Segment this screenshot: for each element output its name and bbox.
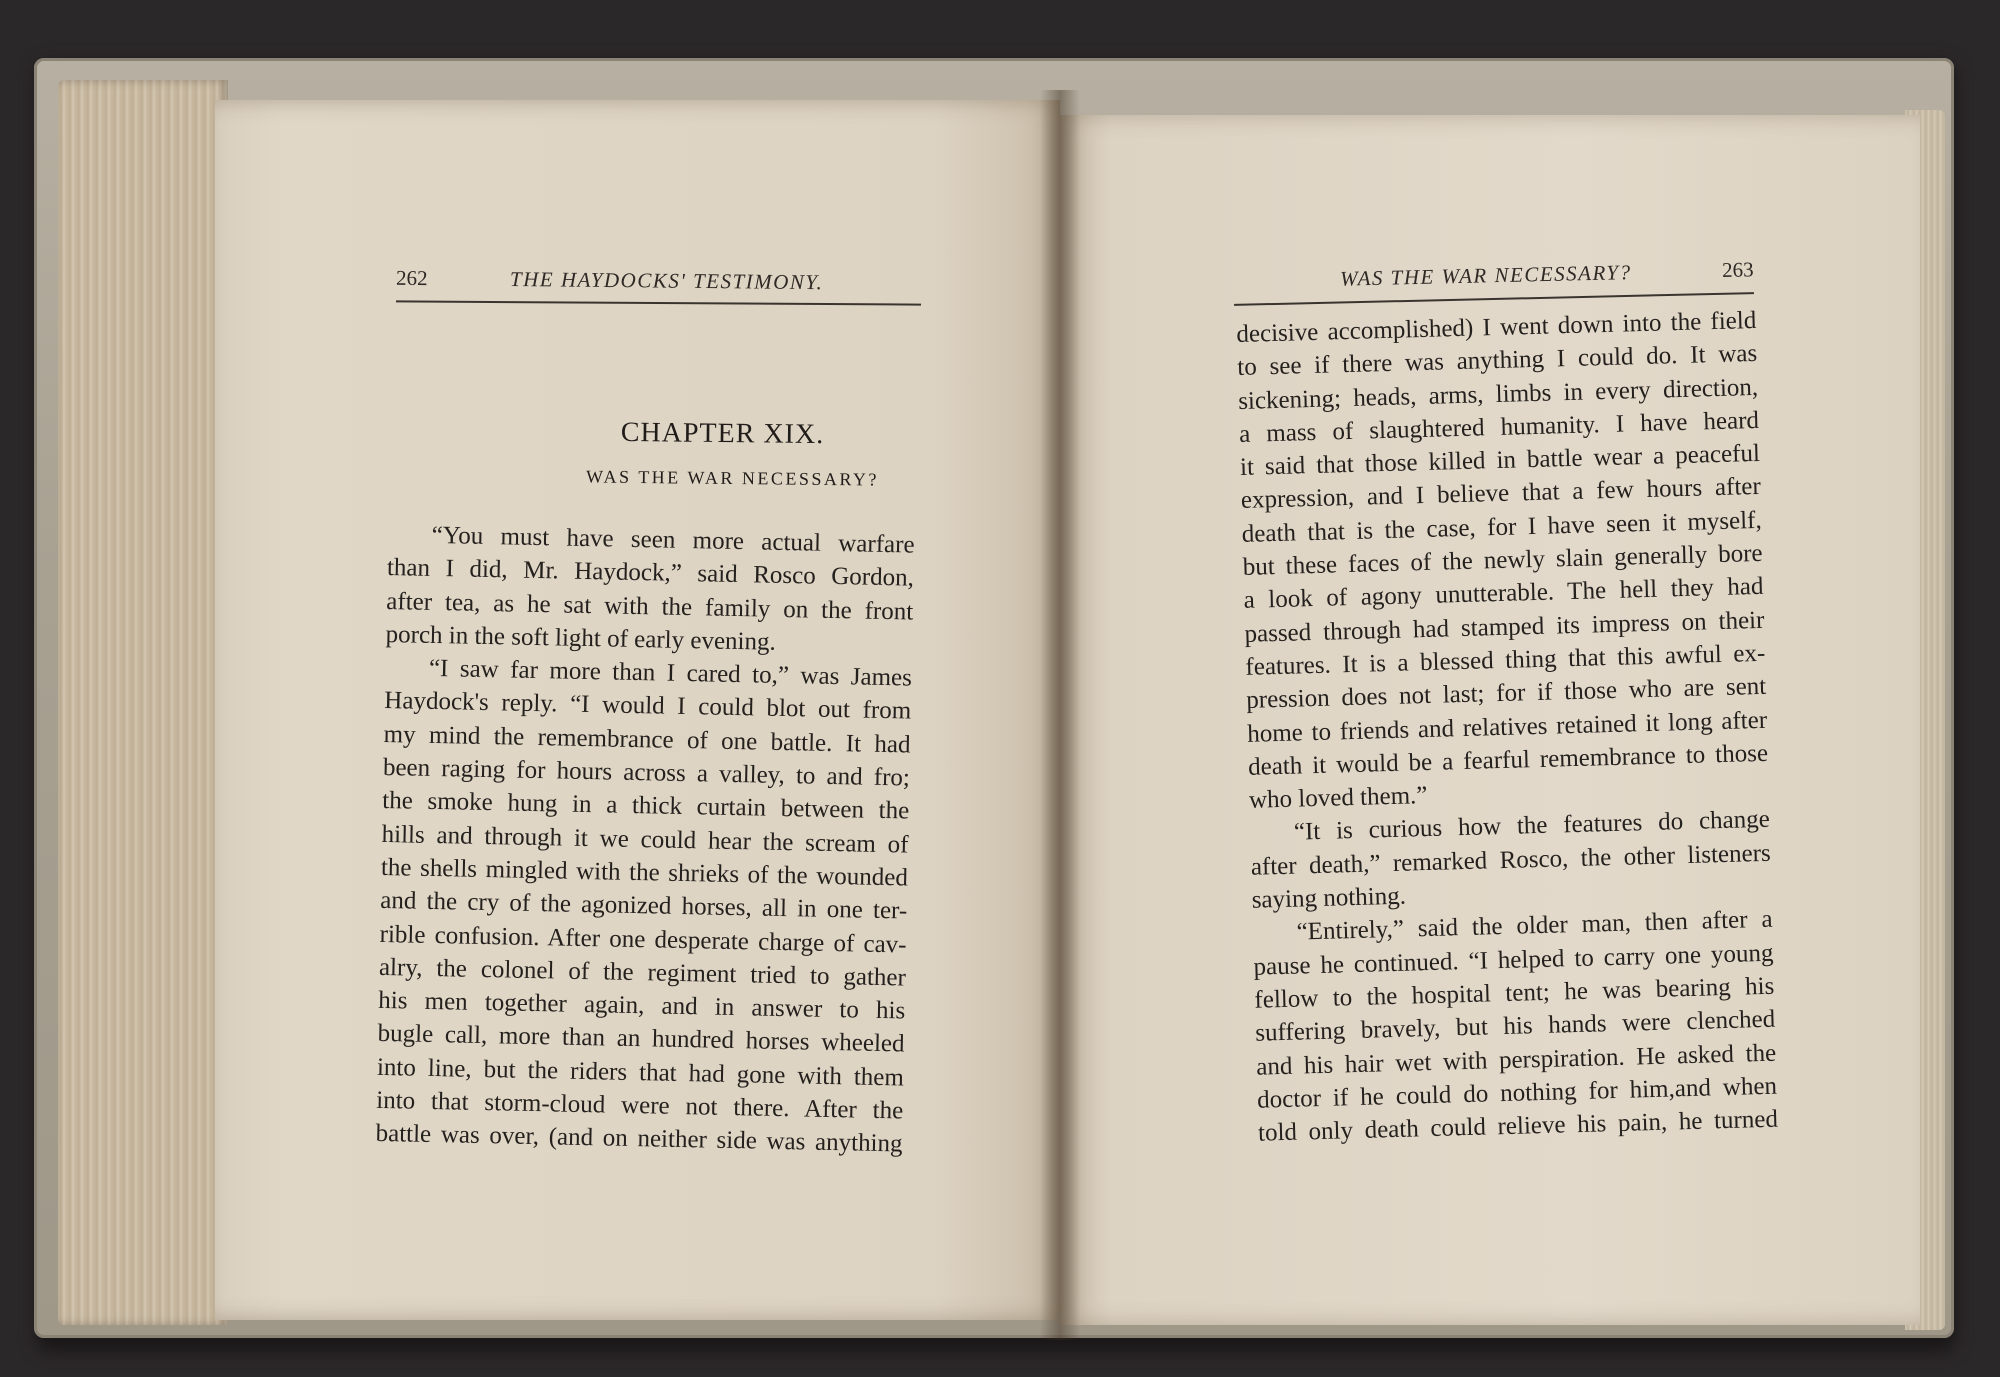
text-line: than I did, Mr. Haydock,” said Rosco Gordon, [386,554,915,592]
left-page-number: 262 [395,265,428,291]
text-line: told only death could relieve his pain, he turned [1257,1105,1779,1147]
left-page-edges [58,80,228,1325]
right-page-number: 263 [1721,257,1754,283]
text-line: to see if there was anything I could do. It was [1236,340,1758,382]
text-line: Haydock's reply. “I would I could blot out from [384,687,912,726]
text-line: after tea, as he sat with the family on the front [386,587,914,626]
text-line: rible confusion. After one desperate charge of cav- [379,920,907,959]
text-line: hills and through it we could hear the scream of [381,820,909,859]
text-line: death that is the case, for I have seen it myself, [1241,506,1763,548]
text-line: expression, and I believe that a few hours after [1240,473,1762,515]
text-line: “I saw far more than I cared to,” was James [428,655,913,692]
text-line: battle was over, (and on neither side was anything [375,1120,903,1158]
text-line: his men together again, and in answer to his [378,987,906,1025]
text-line: suffering bravely, but his hands were clenched [1254,1005,1776,1047]
text-line: doctor if he could do nothing for him,and when [1256,1072,1778,1114]
chapter-subtitle: WAS THE WAR NECESSARY? [585,466,880,490]
text-line: passed through had stamped its impress on their [1244,606,1765,648]
text-line: “You must have seen more actual warfare [431,521,915,559]
left-running-title: THE HAYDOCKS' TESTIMONY. [509,266,824,295]
text-line: a mass of slaughtered humanity. I have heard [1238,406,1760,448]
text-line: the shells mingled with the shrieks of the wounded [380,853,909,892]
text-line: pause he continued. “I helped to carry one young [1253,939,1774,981]
text-line: “Entirely,” said the older man, then after a [1296,906,1773,946]
text-line: a look of agony unutterable. The hell they had [1243,573,1764,615]
text-line: death it would be a fearful remembrance to those [1247,739,1769,781]
text-line: bugle call, more than an hundred horses wheeled [377,1020,905,1058]
text-line: after death,” remarked Rosco, the other listeners [1250,839,1772,881]
text-line: pression does not last; for if those who are sent [1245,673,1767,715]
text-line: “It is curious how the features do change [1293,806,1771,847]
text-line: it said that those killed in battle wear a peaceful [1239,440,1761,482]
text-line: alry, the colonel of the regiment tried to gather [378,953,907,992]
text-line: decisive accomplished) I went down into the field [1236,306,1757,348]
text-line: home to friends and relatives retained it long after [1246,706,1768,748]
text-line: been raging for hours across a valley, to and fro; [382,754,911,792]
text-line: my mind the remembrance of one battle. It had [383,720,911,759]
right-page-body [1236,304,1778,1150]
text-line: porch in the soft light of early evening. [385,620,777,656]
left-page-body [375,518,915,1161]
text-line: the smoke hung in a thick curtain between the [382,787,910,825]
text-line: but these faces of the newly slain generally bore [1242,539,1763,581]
chapter-title: CHAPTER XIX. [620,416,825,451]
text-line: into line, but the riders that had gone with them [376,1053,905,1092]
text-line: features. It is a blessed thing that this awful ex- [1245,639,1766,681]
left-page-header [396,266,824,295]
text-line: fellow to the hospital tent; he was bearing his [1254,972,1775,1014]
right-running-title: WAS THE WAR NECESSARY? [1339,260,1632,291]
text-line: and the cry of the agonized horses, all in one ter- [380,887,908,925]
text-line: and his hair wet with perspiration. He asked the [1255,1039,1777,1081]
text-line: sickening; heads, arms, limbs in every direction, [1237,373,1759,415]
text-line: who loved them.” [1248,782,1428,814]
text-line: into that storm-cloud were not there. After the [376,1086,904,1125]
book-gutter [1040,90,1080,1340]
text-line: saying nothing. [1251,882,1407,914]
